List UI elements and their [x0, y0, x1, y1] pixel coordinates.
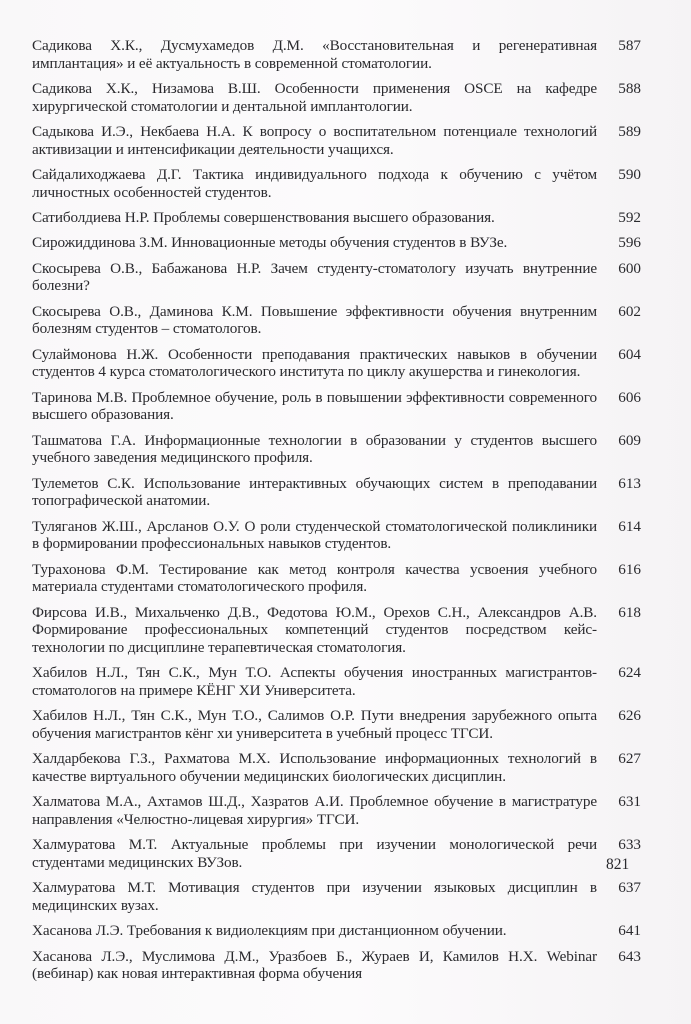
toc-entry-page-number: 606 — [618, 388, 641, 406]
toc-entry — [32, 37, 644, 72]
toc-entry-page-number: 633 — [618, 836, 641, 854]
toc-entry — [32, 234, 644, 252]
toc-entry-page-number: 609 — [618, 431, 641, 449]
toc-entry-title: Сатиболдиева Н.Р. Проблемы совершенствования высшего образования. — [32, 209, 495, 226]
toc-entry — [32, 561, 644, 596]
toc-entry-title: Туляганов Ж.Ш., Арсланов О.У. О роли студенческой стоматологической поликлиники в формировании профессиональных навыков студентов. — [32, 517, 597, 553]
toc-entry-title: Хабилов Н.Л., Тян С.К., Мун Т.О. Аспекты обучения иностранных магистрантов-стоматологов на примере КЁНГ ХИ Университета. — [32, 664, 597, 699]
toc-entry-title: Халматова М.А., Ахтамов Ш.Д., Хазратов А.И. Проблемное обучение в магистратуре направления «Челюстно-лицевая хирургия» ТГСИ. — [32, 793, 597, 828]
toc-entry-title: Скосырева О.В., Бабажанова Н.Р. Зачем студенту-стоматологу изучать внутренние болезни? — [32, 259, 597, 295]
toc-entry-title: Халмуратова М.Т. Мотивация студентов при изучении языковых дисциплин в медицинских вузах. — [32, 879, 597, 914]
toc-entry-page-number: 614 — [618, 517, 641, 535]
toc-entry-title: Халдарбекова Г.З., Рахматова М.Х. Использование информационных технологий в качестве виртуального обучении медицинских биологических дисциплин. — [32, 750, 597, 785]
page-number: 821 — [606, 856, 630, 873]
toc-entry-page-number: 596 — [618, 234, 641, 252]
toc-entry — [32, 209, 644, 227]
toc-entry-title: Таринова М.В. Проблемное обучение, роль в повышении эффективности современного высшего образования. — [32, 388, 597, 424]
toc-entry — [32, 166, 644, 201]
toc-entry — [32, 475, 644, 510]
toc-entry-page-number: 618 — [618, 603, 641, 621]
toc-entry — [32, 707, 644, 742]
toc-entry-title: Хабилов Н.Л., Тян С.К., Мун Т.О., Салимов О.Р. Пути внедрения зарубежного опыта обучения магистрантов кёнг хи университета в учебный процесс ТГСИ. — [32, 707, 597, 742]
toc-entry-page-number: 600 — [618, 259, 641, 277]
toc-entry-title: Садикова Х.К., Низамова В.Ш. Особенности применения OSCE на кафедре хирургической стоматологии и дентальной имплантологии. — [32, 80, 597, 115]
toc-entry-page-number: 588 — [618, 80, 641, 97]
toc-entry — [32, 836, 644, 871]
toc-entry-title: Хасанова Л.Э., Муслимова Д.М., Уразбоев Б., Жураев И, Камилов Н.Х. Webinar (вебинар) как новая интерактивная форма обучения — [32, 947, 597, 983]
table-of-contents — [32, 37, 644, 991]
toc-entry-page-number: 604 — [618, 345, 641, 363]
toc-entry-page-number: 626 — [618, 707, 641, 725]
toc-entry-title: Сулаймонова Н.Ж. Особенности преподавания практических навыков в обучении студентов 4 курса стоматологического института по циклу акушерства и гинекология. — [32, 345, 597, 381]
toc-entry — [32, 432, 644, 467]
toc-entry — [32, 518, 644, 553]
toc-entry-page-number: 637 — [618, 879, 641, 897]
toc-entry — [32, 123, 644, 158]
toc-entry-title: Халмуратова М.Т. Актуальные проблемы при изучении монологической речи студентами медицинских ВУЗов. — [32, 836, 597, 871]
toc-entry-title: Садикова Х.К., Дусмухамедов Д.М. «Восстановительная и регенеративная имплантация» и её актуальность в современной стоматологии. — [32, 37, 597, 72]
toc-entry-page-number: 627 — [618, 750, 641, 768]
toc-entry-title: Скосырева О.В., Даминова К.М. Повышение эффективности обучения внутренним болезням студентов – стоматологов. — [32, 302, 597, 338]
toc-entry — [32, 260, 644, 295]
toc-entry — [32, 879, 644, 914]
toc-entry-title: Садыкова И.Э., Некбаева Н.А. К вопросу о воспитательном потенциале технологий активизации и интенсификации деятельности учащихся. — [32, 123, 597, 158]
toc-entry — [32, 750, 644, 785]
toc-entry-page-number: 641 — [618, 922, 641, 940]
toc-entry-title: Ташматова Г.А. Информационные технологии в образовании у студентов высшего учебного заведения медицинского профиля. — [32, 431, 597, 467]
toc-entry-page-number: 643 — [618, 947, 641, 965]
toc-entry-page-number: 602 — [618, 302, 641, 320]
toc-entry — [32, 346, 644, 381]
toc-entry-page-number: 592 — [618, 209, 641, 226]
toc-entry-title: Турахонова Ф.М. Тестирование как метод контроля качества усвоения учебного материала студентами стоматологического профиля. — [32, 560, 597, 596]
toc-entry-page-number: 616 — [618, 560, 641, 578]
toc-entry-page-number: 589 — [618, 123, 641, 140]
toc-entry-page-number: 590 — [618, 166, 641, 183]
toc-entry — [32, 948, 644, 983]
toc-entry-page-number: 613 — [618, 474, 641, 492]
toc-entry — [32, 922, 644, 940]
toc-entry-title: Сирожиддинова З.М. Инновационные методы обучения студентов в ВУЗе. — [32, 234, 508, 252]
toc-entry-title: Хасанова Л.Э. Требования к видиолекциям при дистанционном обучении. — [32, 922, 507, 940]
toc-entry — [32, 604, 644, 657]
toc-entry-page-number: 631 — [618, 793, 641, 811]
toc-entry — [32, 664, 644, 699]
toc-entry-page-number: 624 — [618, 664, 641, 682]
toc-entry-title: Фирсова И.В., Михальченко Д.В., Федотова Ю.М., Орехов С.Н., Александров А.В. Формирование профессиональных компетенций студентов посредством кейс-технологии по дисциплине терапевтическая стоматология. — [32, 603, 597, 656]
toc-entry-title: Сайдалиходжаева Д.Г. Тактика индивидуального подхода к обучению с учётом личностных особенностей студентов. — [32, 166, 597, 201]
toc-entry — [32, 80, 644, 115]
toc-entry-title: Тулеметов С.К. Использование интерактивных обучающих систем в преподавании топографической анатомии. — [32, 474, 597, 510]
toc-entry — [32, 389, 644, 424]
toc-entry-page-number: 587 — [618, 37, 641, 54]
toc-entry — [32, 793, 644, 828]
toc-entry — [32, 303, 644, 338]
